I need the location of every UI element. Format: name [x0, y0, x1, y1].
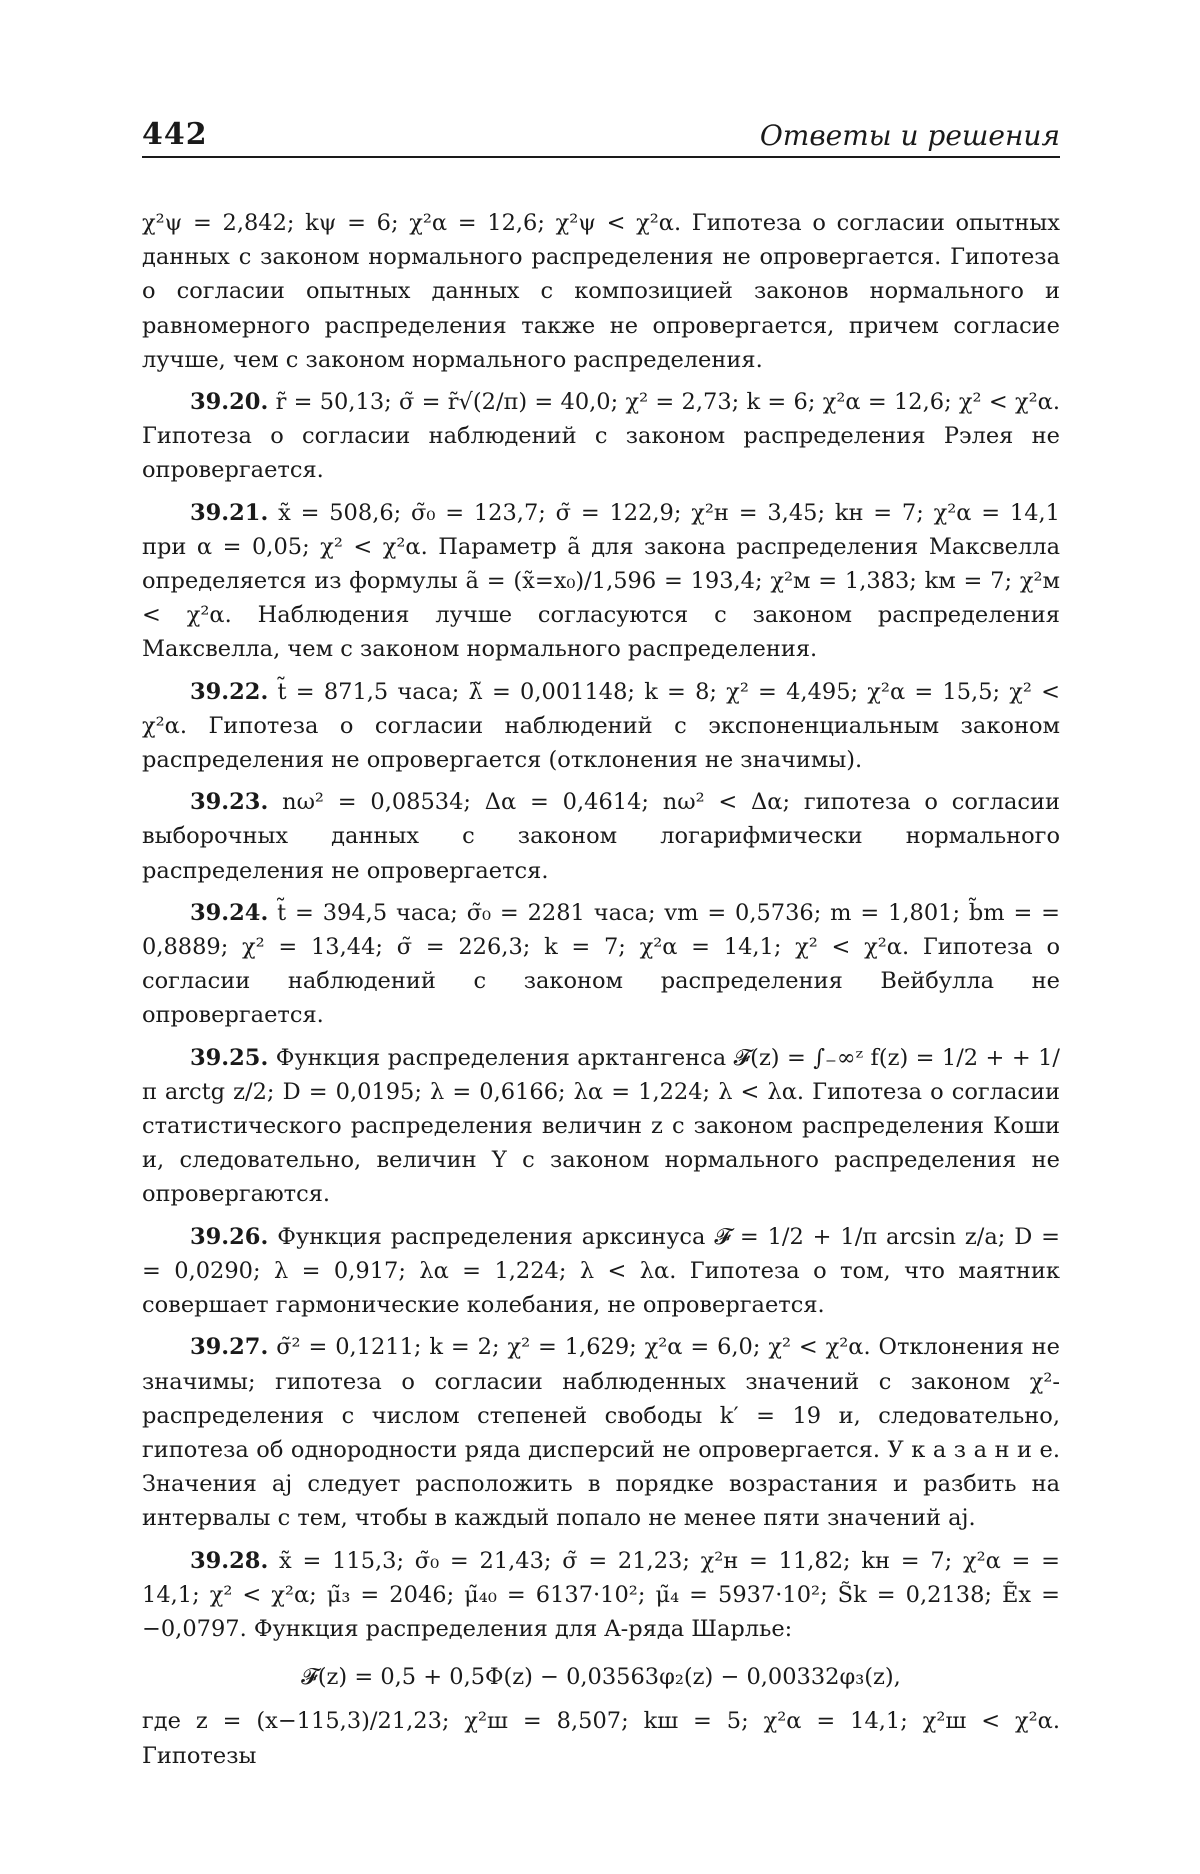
answer-39-21: [142, 496, 1060, 667]
page-header: [142, 112, 1060, 158]
answer-number: 39.21.: [190, 499, 269, 526]
answer-39-24: [142, 896, 1060, 1033]
tail-paragraph: где z = (x−115,3)/21,23; χ²ш = 8,507; kш = 5; χ²α = 14,1; χ²ш < χ²α. Гипотезы: [142, 1708, 1060, 1769]
answer-text: Функция распределения арктангенса 𝓕(z) = ∫₋∞ᶻ f(z) = 1/2 + + 1/π arctg z/2; D = 0,0195; λ = 0,6166; λα = 1,224; λ < λα. Гипотеза о согласии статистического распределения величин z с законом распределения Коши и, следовательно, величин Y с законом нормального распределения не опровергаются.: [142, 1044, 1060, 1208]
page-body: [142, 206, 1060, 1773]
answer-number: 39.25.: [190, 1044, 269, 1071]
display-formula: 𝓕(z) = 0,5 + 0,5Φ(z) − 0,03563φ₂(z) − 0,00332φ₃(z),: [301, 1664, 901, 1691]
answer-number: 39.20.: [190, 389, 269, 416]
answer-39-22: [142, 675, 1060, 778]
answer-text: Функция распределения арксинуса 𝓕 = 1/2 + 1/π arcsin z/a; D = = 0,0290; λ = 0,917; λα = 1,224; λ < λα. Гипотеза о том, что маятник совершает гармонические колебания, не опровергается.: [142, 1223, 1061, 1319]
answer-text: t̃ = 871,5 часа; λ̃ = 0,001148; k = 8; χ² = 4,495; χ²α = 15,5; χ² < χ²α. Гипотеза о согласии наблюдений с экспоненциальным законом распределения не опровергается (отклонения не значимы).: [142, 678, 1060, 774]
answer-number: 39.28.: [190, 1547, 269, 1574]
page-number: 442: [142, 117, 208, 152]
intro-paragraph: χ²ψ = 2,842; kψ = 6; χ²α = 12,6; χ²ψ < χ²α. Гипотеза о согласии опытных данных с законом нормального распределения не опровергается. Гипотеза о согласии опытных данных с композицией законов нормального и равномерного распределения также не опровергается, причем согласие лучше, чем с законом нормального распределения.: [142, 210, 1060, 373]
page: [142, 112, 1060, 1781]
answer-text: nω² = 0,08534; Δα = 0,4614; nω² < Δα; гипотеза о согласии выборочных данных с законом логарифмически нормального распределения не опровергается.: [142, 789, 1061, 884]
answer-39-26: [142, 1220, 1060, 1323]
answer-39-25: [142, 1041, 1060, 1212]
answer-text: r̃ = 50,13; σ̃ = r̃√(2/π) = 40,0; χ² = 2,73; k = 6; χ²α = 12,6; χ² < χ²α. Гипотеза о согласии наблюдений с законом распределения Рэлея не опровергается.: [142, 389, 1060, 484]
answer-number: 39.27.: [190, 1334, 269, 1361]
answer-text: x̃ = 508,6; σ̃₀ = 123,7; σ̃ = 122,9; χ²н = 3,45; kн = 7; χ²α = 14,1 при α = 0,05; χ² < χ²α. Параметр ã для закона распределения Максвелла определяется из формулы ã = (x̃=x₀)/1,596 = 193,4; χ²м = 1,383; kм = 7; χ²м < χ²α. Наблюдения лучше согласуются с законом распределения Максвелла, чем с законом нормального распределения.: [142, 499, 1060, 663]
answer-39-28: [142, 1544, 1060, 1647]
answer-text: x̃ = 115,3; σ̃₀ = 21,43; σ̃ = 21,23; χ²н = 11,82; kн = 7; χ²α = = 14,1; χ² < χ²α; μ̃₃ = 2046; μ̃₄₀ = 6137·10²; μ̃₄ = 5937·10²; S̃k = 0,2138; Ẽx = −0,0797. Функция распределения для A-ряда Шарлье:: [142, 1547, 1061, 1642]
answer-number: 39.26.: [190, 1223, 269, 1250]
answer-39-20: [142, 385, 1060, 488]
running-title: Ответы и решения: [759, 119, 1060, 152]
answer-number: 39.23.: [190, 789, 269, 816]
answer-number: 39.22.: [190, 678, 269, 705]
answer-text: t̃ = 394,5 часа; σ̃₀ = 2281 часа; vm = 0,5736; m = 1,801; b̃m = = 0,8889; χ² = 13,44; σ̃ = 226,3; k = 7; χ²α = 14,1; χ² < χ²α. Гипотеза о согласии наблюдений с законом распределения Вейбулла не опровергается.: [142, 899, 1060, 1029]
answer-text: σ̃² = 0,1211; k = 2; χ² = 1,629; χ²α = 6,0; χ² < χ²α. Отклонения не значимы; гипотеза о согласии наблюденных значений с законом χ²-распределения с числом степеней свободы k′ = 19 и, следовательно, гипотеза об однородности ряда дисперсий не опровергается. У к а з а н и е. Значения aj следует расположить в порядке возрастания и разбить на интервалы с тем, чтобы в каждый попало не менее пяти значений aj.: [142, 1334, 1060, 1532]
answer-39-23: [142, 785, 1060, 888]
answer-number: 39.24.: [190, 899, 269, 926]
answer-39-27: [142, 1330, 1060, 1535]
